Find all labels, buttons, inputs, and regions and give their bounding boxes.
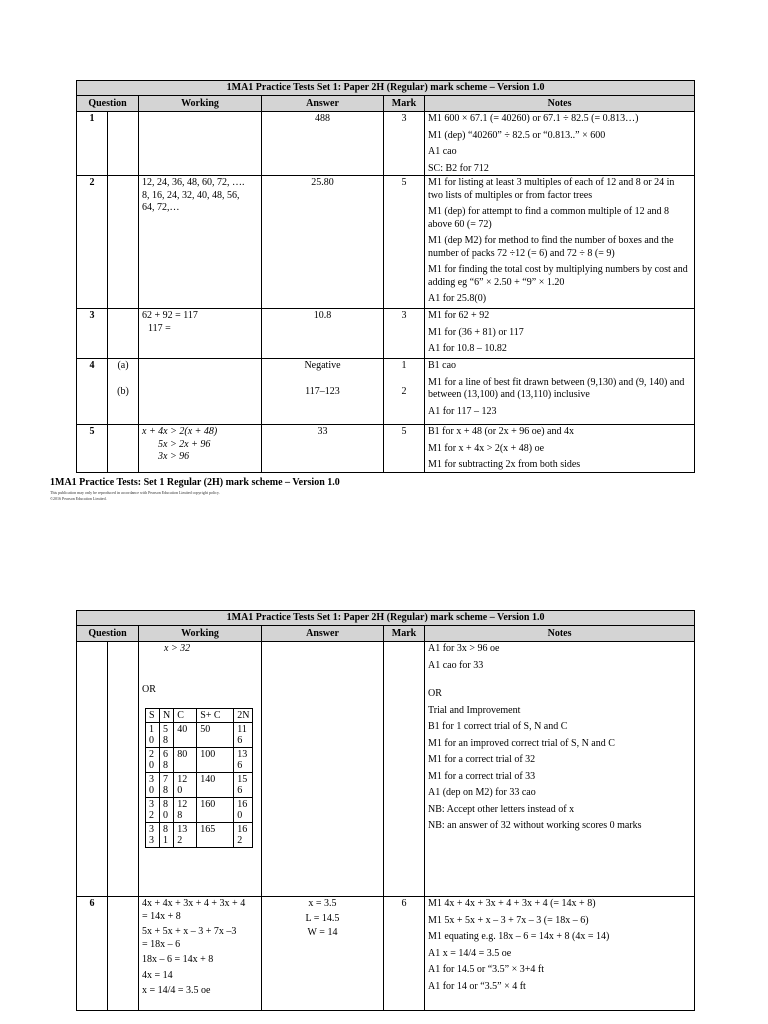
trial-header-cell: S+ C bbox=[197, 709, 234, 723]
mark-cell: 3 bbox=[384, 112, 425, 176]
table-row bbox=[77, 176, 695, 309]
copyright-policy: This publication may only be reproduced in accordance with Pearson Education Limited copyright policy. bbox=[50, 490, 220, 495]
answer-cell: 488 bbox=[262, 112, 384, 176]
table-row bbox=[77, 309, 695, 359]
answer-cell: 10.8 bbox=[262, 309, 384, 359]
table-row bbox=[77, 642, 695, 897]
working-line: x + 4x > 2(x + 48) bbox=[142, 426, 218, 437]
sub-part bbox=[108, 359, 139, 425]
table-row bbox=[77, 425, 695, 473]
note: M1 for (36 + 81) or 117 bbox=[428, 326, 524, 338]
sub-part bbox=[108, 425, 139, 473]
trial-header-cell: C bbox=[174, 709, 197, 723]
answer-cell bbox=[262, 359, 384, 425]
trial-cell: 80 bbox=[174, 748, 197, 773]
note: M1 for x + 4x > 2(x + 48) oe bbox=[428, 442, 545, 454]
header-notes: Notes bbox=[425, 626, 695, 642]
working-line: x > 32 bbox=[164, 643, 191, 654]
note: B1 cao bbox=[428, 360, 457, 371]
notes-cell bbox=[425, 176, 695, 309]
note: A1 cao for 33 bbox=[428, 659, 484, 671]
note: Trial and Improvement bbox=[428, 704, 521, 716]
working-line: 5x > 2x + 96 bbox=[158, 438, 211, 450]
header-answer: Answer bbox=[262, 96, 384, 112]
working-cell bbox=[139, 897, 262, 1011]
note: M1 (dep M2) for method to find the number of boxes and the number of packs 72 ÷12 (= 6) and 72 ÷ 8 (= 9) bbox=[428, 235, 674, 259]
question-number: 2 bbox=[77, 176, 108, 309]
mark-cell bbox=[384, 359, 425, 425]
trial-header-cell: S bbox=[146, 709, 160, 723]
sub-part-a: (a) bbox=[117, 360, 129, 371]
note: A1 for 117 – 123 bbox=[428, 405, 497, 417]
footer-title: 1MA1 Practice Tests: Set 1 Regular (2H) mark scheme – Version 1.0 bbox=[50, 477, 340, 488]
header-notes: Notes bbox=[425, 96, 695, 112]
answer-cell: 25.80 bbox=[262, 176, 384, 309]
table-row bbox=[77, 112, 695, 176]
sub-part bbox=[108, 112, 139, 176]
sub-part bbox=[108, 309, 139, 359]
header-question: Question bbox=[77, 96, 139, 112]
note: M1 for an improved correct trial of S, N and C bbox=[428, 737, 615, 749]
working-cell bbox=[139, 425, 262, 473]
trial-cell: 140 bbox=[197, 773, 234, 798]
note: M1 for a correct trial of 32 bbox=[428, 754, 536, 765]
note: M1 for listing at least 3 multiples of each of 12 and 8 or 24 in two lists of multiples or from factor trees bbox=[428, 177, 675, 201]
trial-cell: 1 0 bbox=[146, 723, 160, 748]
trial-cell: 8 0 bbox=[160, 798, 174, 823]
question-number: 6 bbox=[77, 897, 108, 1011]
trial-cell: 3 2 bbox=[146, 798, 160, 823]
trial-table bbox=[145, 708, 253, 848]
trial-cell: 50 bbox=[197, 723, 234, 748]
trial-header-cell: 2N bbox=[234, 709, 253, 723]
trial-cell: 100 bbox=[197, 748, 234, 773]
answer-cell: 33 bbox=[262, 425, 384, 473]
header-working: Working bbox=[139, 626, 262, 642]
note: M1 5x + 5x + x – 3 + 7x – 3 (= 18x – 6) bbox=[428, 914, 589, 926]
trial-cell: 11 6 bbox=[234, 723, 253, 748]
answer-line: L = 14.5 bbox=[305, 912, 340, 924]
trial-cell: 165 bbox=[197, 823, 234, 848]
notes-cell bbox=[425, 642, 695, 897]
note: M1 for a correct trial of 33 bbox=[428, 770, 536, 782]
answer-cell bbox=[262, 897, 384, 1011]
question-number: 1 bbox=[77, 112, 108, 176]
trial-cell: 8 1 bbox=[160, 823, 174, 848]
working-line: 4x + 4x + 3x + 4 + 3x + 4 bbox=[142, 898, 246, 909]
header-answer: Answer bbox=[262, 626, 384, 642]
trial-cell: 15 6 bbox=[234, 773, 253, 798]
answer-a: Negative bbox=[304, 360, 341, 371]
note: M1 4x + 4x + 3x + 4 + 3x + 4 (= 14x + 8) bbox=[428, 898, 596, 909]
trial-row bbox=[146, 823, 253, 848]
sub-part bbox=[108, 642, 139, 897]
note: A1 (dep on M2) for 33 cao bbox=[428, 787, 536, 798]
trial-header-cell: N bbox=[160, 709, 174, 723]
trial-row bbox=[146, 748, 253, 773]
note: SC: B2 for 712 bbox=[428, 162, 489, 174]
working-cell bbox=[139, 176, 262, 309]
copyright-line: ©2016 Pearson Education Limited. bbox=[50, 496, 107, 501]
note: M1 for subtracting 2x from both sides bbox=[428, 459, 581, 470]
working-line: 117 = bbox=[148, 322, 171, 334]
note: A1 for 14 or “3.5” × 4 ft bbox=[428, 980, 526, 992]
trial-row bbox=[146, 723, 253, 748]
table-title: 1MA1 Practice Tests Set 1: Paper 2H (Regular) mark scheme – Version 1.0 bbox=[77, 81, 695, 96]
note: OR bbox=[428, 688, 442, 699]
trial-cell: 12 8 bbox=[174, 798, 197, 823]
working-line: 12, 24, 36, 48, 60, 72, …. bbox=[142, 177, 245, 188]
trial-cell: 5 8 bbox=[160, 723, 174, 748]
sub-part-b: (b) bbox=[117, 385, 129, 397]
note: A1 for 10.8 – 10.82 bbox=[428, 343, 507, 354]
working-line: 5x + 5x + x – 3 + 7x –3 bbox=[142, 926, 237, 937]
working-line: 18x – 6 = 14x + 8 bbox=[142, 954, 214, 965]
note: M1 600 × 67.1 (= 40260) or 67.1 ÷ 82.5 (= 0.813…) bbox=[428, 113, 639, 124]
mark-scheme-table-2 bbox=[76, 610, 695, 1011]
working-cell bbox=[139, 642, 262, 897]
note: A1 cao bbox=[428, 146, 457, 157]
header-mark: Mark bbox=[384, 626, 425, 642]
table-title: 1MA1 Practice Tests Set 1: Paper 2H (Regular) mark scheme – Version 1.0 bbox=[77, 611, 695, 626]
mark-cell: 5 bbox=[384, 425, 425, 473]
notes-cell bbox=[425, 309, 695, 359]
table-row bbox=[77, 359, 695, 425]
note: M1 for finding the total cost by multiplying numbers by cost and adding eg “6” × 2.50 + “9” × 1.20 bbox=[428, 264, 688, 288]
trial-cell: 2 0 bbox=[146, 748, 160, 773]
or-label: OR bbox=[142, 683, 156, 695]
question-number bbox=[77, 642, 108, 897]
note: M1 equating e.g. 18x – 6 = 14x + 8 (4x = 14) bbox=[428, 931, 610, 942]
working-line: 8, 16, 24, 32, 40, 48, 56, bbox=[142, 189, 240, 201]
mark-a: 1 bbox=[401, 360, 407, 371]
notes-cell bbox=[425, 425, 695, 473]
working-cell bbox=[139, 359, 262, 425]
trial-cell: 13 2 bbox=[174, 823, 197, 848]
working-line: 4x = 14 bbox=[142, 969, 173, 981]
note: M1 (dep) “40260” ÷ 82.5 or “0.813..” × 600 bbox=[428, 129, 606, 141]
mark-b: 2 bbox=[401, 385, 407, 397]
question-number: 3 bbox=[77, 309, 108, 359]
working-line: 3x > 96 bbox=[158, 451, 190, 462]
trial-cell: 6 8 bbox=[160, 748, 174, 773]
answer-cell bbox=[262, 642, 384, 897]
notes-cell bbox=[425, 112, 695, 176]
mark-cell: 6 bbox=[384, 897, 425, 1011]
trial-cell: 160 bbox=[197, 798, 234, 823]
trial-cell: 40 bbox=[174, 723, 197, 748]
trial-cell: 12 0 bbox=[174, 773, 197, 798]
note: A1 for 3x > 96 oe bbox=[428, 643, 500, 654]
note: NB: an answer of 32 without working scores 0 marks bbox=[428, 820, 642, 831]
working-line: = 14x + 8 bbox=[142, 910, 181, 922]
question-number: 4 bbox=[77, 359, 108, 425]
note: B1 for x + 48 (or 2x + 96 oe) and 4x bbox=[428, 426, 574, 437]
header-mark: Mark bbox=[384, 96, 425, 112]
trial-row bbox=[146, 773, 253, 798]
header-question: Question bbox=[77, 626, 139, 642]
mark-cell bbox=[384, 642, 425, 897]
answer-line: x = 3.5 bbox=[308, 898, 337, 909]
working-line: = 18x – 6 bbox=[142, 938, 181, 950]
mark-scheme-table-1 bbox=[76, 80, 695, 473]
header-working: Working bbox=[139, 96, 262, 112]
trial-cell: 3 0 bbox=[146, 773, 160, 798]
question-number: 5 bbox=[77, 425, 108, 473]
trial-row bbox=[146, 798, 253, 823]
note: M1 for 62 + 92 bbox=[428, 310, 490, 321]
trial-header-row bbox=[146, 709, 253, 723]
mark-cell: 5 bbox=[384, 176, 425, 309]
table-row bbox=[77, 897, 695, 1011]
answer-line: W = 14 bbox=[307, 927, 338, 938]
note: B1 for 1 correct trial of S, N and C bbox=[428, 721, 568, 732]
trial-cell: 3 3 bbox=[146, 823, 160, 848]
note: A1 for 25.8(0) bbox=[428, 293, 487, 304]
trial-cell: 13 6 bbox=[234, 748, 253, 773]
sub-part bbox=[108, 897, 139, 1011]
note: A1 x = 14/4 = 3.5 oe bbox=[428, 947, 512, 959]
notes-cell bbox=[425, 897, 695, 1011]
note: A1 for 14.5 or “3.5” × 3+4 ft bbox=[428, 964, 544, 975]
working-line: 62 + 92 = 117 bbox=[142, 310, 198, 321]
note: M1 for a line of best fit drawn between (9,130) and (9, 140) and between (13,100) and (13,110) inclusive bbox=[428, 376, 685, 400]
working-cell bbox=[139, 112, 262, 176]
note: M1 (dep) for attempt to find a common multiple of 12 and 8 above 60 (= 72) bbox=[428, 206, 670, 230]
sub-part bbox=[108, 176, 139, 309]
mark-cell: 3 bbox=[384, 309, 425, 359]
trial-cell: 16 2 bbox=[234, 823, 253, 848]
working-cell bbox=[139, 309, 262, 359]
working-line: x = 14/4 = 3.5 oe bbox=[142, 985, 211, 996]
working-line: 64, 72,… bbox=[142, 202, 180, 213]
trial-cell: 7 8 bbox=[160, 773, 174, 798]
answer-b: 117–123 bbox=[305, 385, 340, 397]
trial-cell: 16 0 bbox=[234, 798, 253, 823]
notes-cell bbox=[425, 359, 695, 425]
note: NB: Accept other letters instead of x bbox=[428, 803, 575, 815]
